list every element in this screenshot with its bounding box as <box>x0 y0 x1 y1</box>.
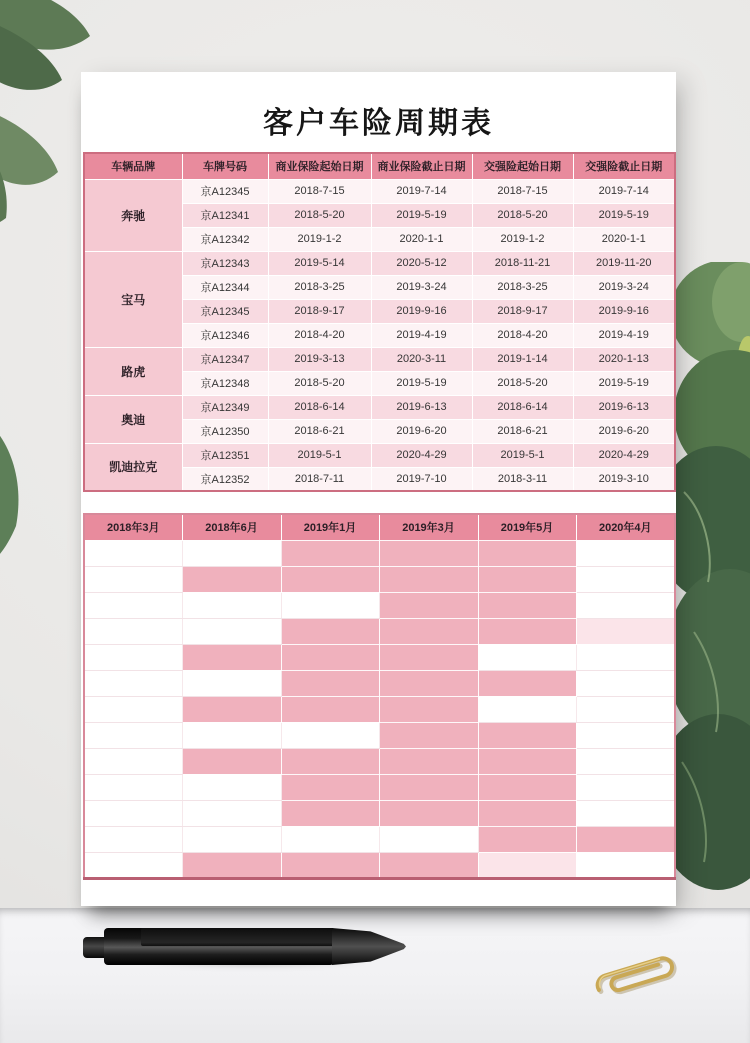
gantt-coverage-cell <box>478 540 576 566</box>
gantt-empty-cell <box>576 566 675 592</box>
gantt-empty-cell <box>576 696 675 722</box>
gantt-header <box>84 514 675 540</box>
date-cell: 2019-6-20 <box>371 419 472 443</box>
gantt-month-header: 2019年1月 <box>281 514 379 540</box>
date-cell: 2020-4-29 <box>573 443 675 467</box>
plate-cell: 京A12343 <box>182 251 268 275</box>
gantt-coverage-cell <box>281 670 379 696</box>
date-cell: 2020-3-11 <box>371 347 472 371</box>
gantt-empty-cell <box>182 540 281 566</box>
gantt-coverage-cell <box>379 800 478 826</box>
gantt-empty-cell <box>281 592 379 618</box>
gantt-body <box>84 540 675 878</box>
date-cell: 2019-3-10 <box>573 467 675 491</box>
gantt-coverage-cell <box>478 800 576 826</box>
date-cell: 2019-7-14 <box>371 179 472 203</box>
gantt-empty-cell <box>182 670 281 696</box>
insurance-row <box>84 179 675 203</box>
gantt-coverage-cell <box>379 670 478 696</box>
date-cell: 2018-6-21 <box>472 419 573 443</box>
gantt-empty-cell <box>576 722 675 748</box>
gantt-empty-cell <box>84 800 182 826</box>
gantt-coverage-cell <box>182 748 281 774</box>
date-cell: 2018-5-20 <box>472 371 573 395</box>
date-cell: 2019-3-24 <box>573 275 675 299</box>
gantt-coverage-cell <box>281 774 379 800</box>
gantt-empty-cell <box>576 852 675 878</box>
gantt-coverage-cell <box>478 826 576 852</box>
brand-cell: 奔驰 <box>84 179 182 251</box>
date-cell: 2018-4-20 <box>472 323 573 347</box>
gantt-month-header: 2019年3月 <box>379 514 478 540</box>
gantt-coverage-cell <box>379 592 478 618</box>
date-cell: 2018-9-17 <box>472 299 573 323</box>
date-cell: 2018-5-20 <box>472 203 573 227</box>
gantt-month-header: 2020年4月 <box>576 514 675 540</box>
gantt-empty-cell <box>576 748 675 774</box>
gantt-month-header: 2019年5月 <box>478 514 576 540</box>
date-cell: 2019-3-13 <box>268 347 371 371</box>
gantt-coverage-cell <box>379 618 478 644</box>
gantt-coverage-cell <box>379 566 478 592</box>
gantt-coverage-cell <box>281 618 379 644</box>
gantt-coverage-cell <box>281 800 379 826</box>
date-cell: 2020-5-12 <box>371 251 472 275</box>
date-cell: 2019-5-19 <box>371 203 472 227</box>
header-row <box>84 153 675 179</box>
gantt-empty-cell <box>84 696 182 722</box>
date-cell: 2019-6-20 <box>573 419 675 443</box>
plant-leaf-left <box>0 422 38 572</box>
insurance-row <box>84 443 675 467</box>
date-cell: 2018-7-11 <box>268 467 371 491</box>
gantt-coverage-cell <box>478 774 576 800</box>
date-cell: 2020-1-1 <box>371 227 472 251</box>
gantt-empty-cell <box>84 722 182 748</box>
gantt-header-row <box>84 514 675 540</box>
gantt-empty-cell <box>84 644 182 670</box>
column-header: 商业保险起始日期 <box>268 153 371 179</box>
plate-cell: 京A12349 <box>182 395 268 419</box>
gantt-row <box>84 696 675 722</box>
insurance-table <box>83 152 676 492</box>
insurance-table-body <box>84 179 675 491</box>
date-cell: 2019-5-1 <box>268 443 371 467</box>
date-cell: 2019-9-16 <box>371 299 472 323</box>
plate-cell: 京A12345 <box>182 299 268 323</box>
gantt-empty-cell <box>84 592 182 618</box>
column-header: 商业保险截止日期 <box>371 153 472 179</box>
gantt-empty-cell <box>379 826 478 852</box>
gantt-coverage-cell <box>281 696 379 722</box>
gantt-coverage-cell <box>478 748 576 774</box>
date-cell: 2018-6-14 <box>268 395 371 419</box>
date-cell: 2019-6-13 <box>573 395 675 419</box>
column-header: 车牌号码 <box>182 153 268 179</box>
gantt-empty-cell <box>84 566 182 592</box>
date-cell: 2019-3-24 <box>371 275 472 299</box>
insurance-row <box>84 347 675 371</box>
date-cell: 2019-7-10 <box>371 467 472 491</box>
gantt-coverage-cell <box>281 644 379 670</box>
plate-cell: 京A12346 <box>182 323 268 347</box>
plate-cell: 京A12345 <box>182 179 268 203</box>
gantt-empty-cell <box>576 670 675 696</box>
gantt-coverage-cell <box>281 852 379 878</box>
gantt-coverage-cell <box>281 566 379 592</box>
gantt-coverage-cell <box>182 696 281 722</box>
gantt-empty-cell <box>576 800 675 826</box>
pen-clip <box>141 928 334 946</box>
gantt-empty-cell <box>182 592 281 618</box>
brand-cell: 宝马 <box>84 251 182 347</box>
plate-cell: 京A12347 <box>182 347 268 371</box>
gantt-coverage-cell <box>478 670 576 696</box>
gantt-row <box>84 774 675 800</box>
column-header: 交强险截止日期 <box>573 153 675 179</box>
page-title: 客户车险周期表 <box>263 107 494 140</box>
column-header: 交强险起始日期 <box>472 153 573 179</box>
plate-cell: 京A12344 <box>182 275 268 299</box>
date-cell: 2018-7-15 <box>268 179 371 203</box>
gantt-empty-cell <box>84 852 182 878</box>
date-cell: 2018-7-15 <box>472 179 573 203</box>
gantt-empty-cell <box>281 826 379 852</box>
date-cell: 2018-11-21 <box>472 251 573 275</box>
date-cell: 2019-9-16 <box>573 299 675 323</box>
gantt-coverage-cell <box>379 852 478 878</box>
gantt-empty-cell <box>182 826 281 852</box>
plate-cell: 京A12348 <box>182 371 268 395</box>
date-cell: 2018-5-20 <box>268 203 371 227</box>
date-cell: 2019-5-14 <box>268 251 371 275</box>
gantt-coverage-cell <box>182 852 281 878</box>
gantt-row <box>84 670 675 696</box>
date-cell: 2019-1-2 <box>268 227 371 251</box>
gantt-coverage-cell <box>379 644 478 670</box>
plate-cell: 京A12341 <box>182 203 268 227</box>
date-cell: 2019-5-19 <box>573 203 675 227</box>
gantt-coverage-cell <box>478 592 576 618</box>
date-cell: 2019-4-19 <box>573 323 675 347</box>
gantt-empty-cell <box>84 540 182 566</box>
gantt-empty-cell <box>576 644 675 670</box>
date-cell: 2018-3-25 <box>268 275 371 299</box>
date-cell: 2020-1-1 <box>573 227 675 251</box>
plant-right <box>664 262 750 892</box>
gantt-empty-cell <box>576 540 675 566</box>
gantt-row <box>84 852 675 878</box>
gantt-row <box>84 800 675 826</box>
insurance-row <box>84 251 675 275</box>
gantt-coverage-cell <box>478 722 576 748</box>
date-cell: 2019-5-19 <box>371 371 472 395</box>
paper-sheet <box>81 72 676 906</box>
gantt-coverage-cell <box>478 618 576 644</box>
gantt-row <box>84 748 675 774</box>
gantt-coverage-cell <box>478 566 576 592</box>
gantt-row <box>84 566 675 592</box>
date-cell: 2018-6-14 <box>472 395 573 419</box>
gantt-empty-cell <box>84 826 182 852</box>
gantt-row <box>84 618 675 644</box>
gantt-coverage-cell <box>576 826 675 852</box>
gantt-row <box>84 592 675 618</box>
date-cell: 2020-4-29 <box>371 443 472 467</box>
date-cell: 2018-4-20 <box>268 323 371 347</box>
gantt-empty-cell <box>182 800 281 826</box>
brand-cell: 凯迪拉克 <box>84 443 182 491</box>
gantt-empty-cell <box>281 722 379 748</box>
insurance-row <box>84 395 675 419</box>
insurance-table-header <box>84 153 675 179</box>
gantt-empty-cell <box>576 774 675 800</box>
brand-cell: 奥迪 <box>84 395 182 443</box>
gantt-coverage-cell <box>281 540 379 566</box>
gantt-coverage-cell <box>281 748 379 774</box>
date-cell: 2018-3-25 <box>472 275 573 299</box>
gantt-empty-cell <box>84 670 182 696</box>
gantt-empty-cell <box>84 618 182 644</box>
date-cell: 2019-1-2 <box>472 227 573 251</box>
date-cell: 2018-3-11 <box>472 467 573 491</box>
date-cell: 2019-1-14 <box>472 347 573 371</box>
pen <box>83 924 405 972</box>
date-cell: 2018-5-20 <box>268 371 371 395</box>
gantt-month-header: 2018年6月 <box>182 514 281 540</box>
gantt-coverage-cell <box>182 566 281 592</box>
coverage-gantt-chart <box>83 513 676 880</box>
date-cell: 2019-5-19 <box>573 371 675 395</box>
gantt-row <box>84 722 675 748</box>
gantt-coverage-cell <box>379 540 478 566</box>
gantt-coverage-cell <box>576 618 675 644</box>
gantt-empty-cell <box>84 748 182 774</box>
date-cell: 2019-6-13 <box>371 395 472 419</box>
date-cell: 2019-4-19 <box>371 323 472 347</box>
date-cell: 2018-6-21 <box>268 419 371 443</box>
plate-cell: 京A12352 <box>182 467 268 491</box>
gantt-coverage-cell <box>478 852 576 878</box>
gantt-coverage-cell <box>379 748 478 774</box>
gantt-coverage-cell <box>379 722 478 748</box>
date-cell: 2020-1-13 <box>573 347 675 371</box>
brand-cell: 路虎 <box>84 347 182 395</box>
date-cell: 2019-7-14 <box>573 179 675 203</box>
gantt-empty-cell <box>576 592 675 618</box>
column-header: 车辆品牌 <box>84 153 182 179</box>
gantt-empty-cell <box>478 696 576 722</box>
gantt-row <box>84 826 675 852</box>
gantt-empty-cell <box>478 644 576 670</box>
date-cell: 2019-11-20 <box>573 251 675 275</box>
gantt-empty-cell <box>84 774 182 800</box>
date-cell: 2019-5-1 <box>472 443 573 467</box>
gantt-coverage-cell <box>379 774 478 800</box>
gantt-empty-cell <box>182 722 281 748</box>
gantt-empty-cell <box>182 618 281 644</box>
gantt-row <box>84 540 675 566</box>
gantt-month-header: 2018年3月 <box>84 514 182 540</box>
plate-cell: 京A12342 <box>182 227 268 251</box>
gantt-coverage-cell <box>379 696 478 722</box>
gantt-row <box>84 644 675 670</box>
gantt-coverage-cell <box>182 644 281 670</box>
gantt-empty-cell <box>182 774 281 800</box>
plate-cell: 京A12350 <box>182 419 268 443</box>
plate-cell: 京A12351 <box>182 443 268 467</box>
date-cell: 2018-9-17 <box>268 299 371 323</box>
